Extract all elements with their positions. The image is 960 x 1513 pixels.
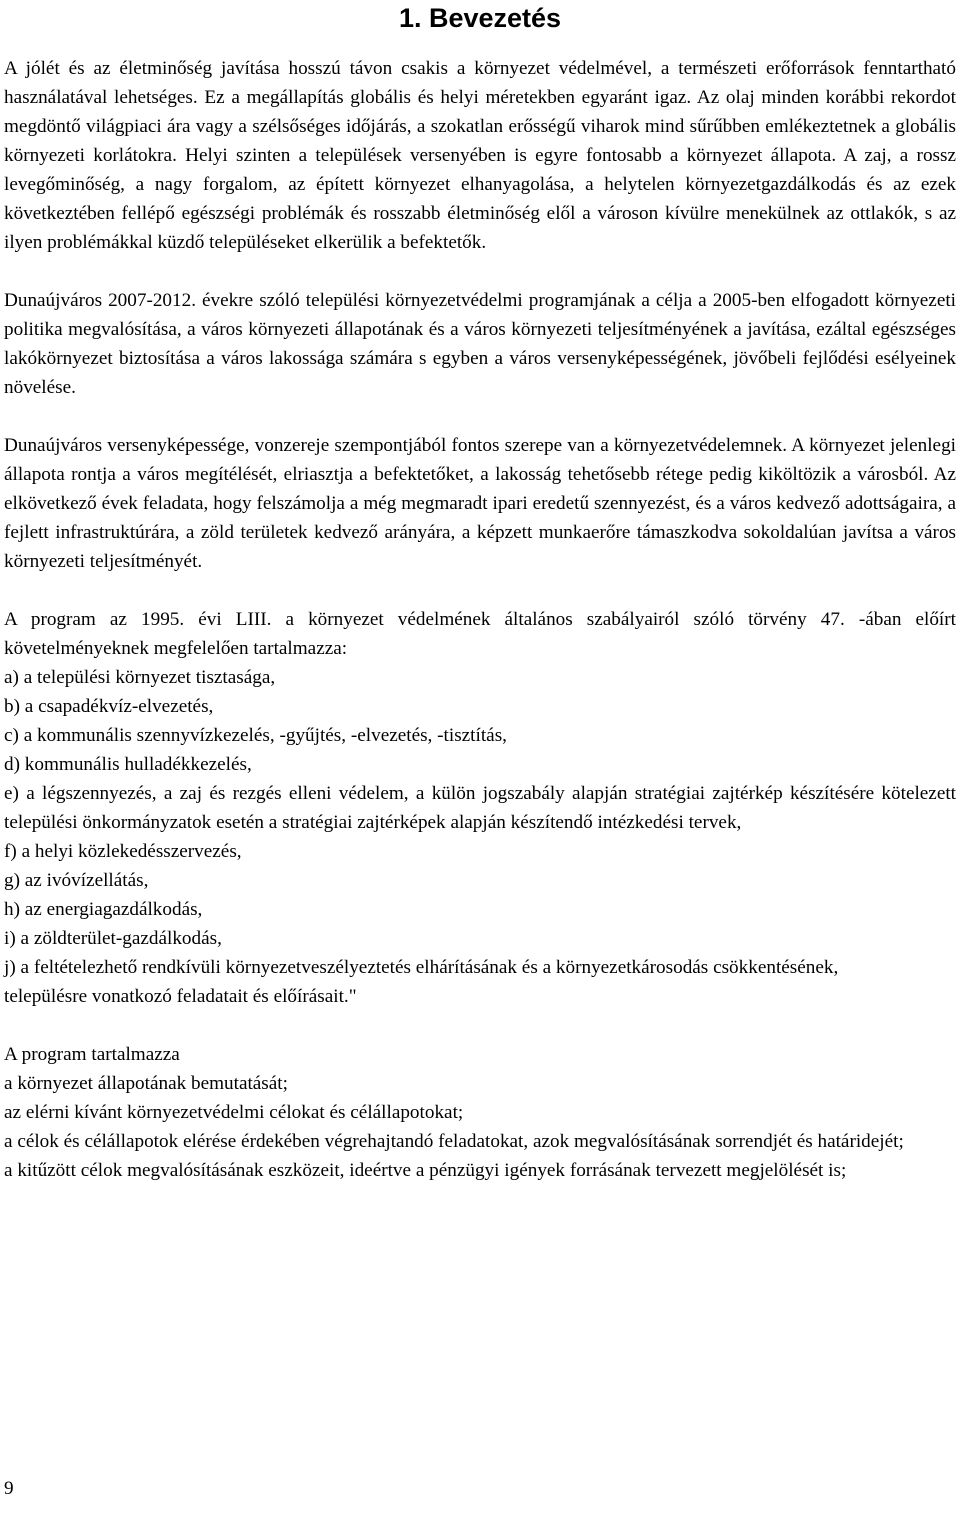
paragraph-gap <box>4 402 956 431</box>
program-contents-item: a célok és célállapotok elérése érdekében végrehajtandó feladatokat, azok megvalósításának sorrendjét és határidejét; <box>4 1131 904 1152</box>
law-list-item: h) az energiagazdálkodás, <box>4 899 203 920</box>
law-list-closing: településre vonatkozó feladatait és előírásait." <box>4 986 357 1007</box>
law-list-item: i) a zöldterület-gazdálkodás, <box>4 928 222 949</box>
law-list-item: f) a helyi közlekedésszervezés, <box>4 841 242 862</box>
competitiveness-paragraph: Dunaújváros versenyképessége, vonzereje szempontjából fontos szerepe van a környezetvédelemnek. A környezet jelenlegi állapota rontja a város megítélését, elriasztja a befektetőket, a lakosság tehetősebb rétege pedig kiköltözik a városból. Az elkövetkező évek feladata, hogy felszámolja a még megmaradt ipari eredetű szennyezést, és a város kedvező adottságaira, a fejlett infrastruktúrára, a zöld területek kedvező arányára, a képzett munkaerőre támaszkodva sokoldalúan javítsa a város környezeti teljesítményét. <box>4 435 956 572</box>
section-heading: 1. Bevezetés <box>398 3 562 33</box>
paragraph-gap <box>4 257 956 286</box>
paragraph-gap <box>4 576 956 605</box>
program-contents-intro: A program tartalmazza <box>4 1044 180 1065</box>
law-list-item: e) a légszennyezés, a zaj és rezgés elleni védelem, a külön jogszabály alapján stratégiai zajtérkép készítésére kötelezett települési önkormányzatok esetén a stratégiai zajtérképek alapján készítendő intézkedési tervek, <box>4 783 956 833</box>
law-list-item: a) a települési környezet tisztasága, <box>4 667 276 688</box>
law-reference-paragraph: A program az 1995. évi LIII. a környezet védelmének általános szabályairól szóló törvény 47. -ában előírt követelményeknek megfelelően tartalmazza: <box>4 609 956 659</box>
intro-paragraph: A jólét és az életminőség javítása hosszú távon csakis a környezet védelmével, a természeti erőforrások fenntartható használatával lehetséges. Ez a megállapítás globális és helyi méretekben egyaránt igaz. Az olaj minden korábbi rekordot megdöntő világpiaci ára vagy a szélsőséges időjárás, a szokatlan erősségű viharok mind sűrűbben emlékeztetnek a globális környezeti korlátokra. Helyi szinten a települések versenyében is egyre fontosabb a környezet állapota. A zaj, a rossz levegőminőség, a nagy forgalom, az épített környezet elhanyagolása, a helytelen környezetgazdálkodás és az ezek következtében fellépő egészségi problémák és rosszabb életminőség elől a városon kívülre menekülnek az ottlakók, s az ilyen problémákkal küzdő településeket elkerülik a befektetők. <box>4 58 956 253</box>
law-list-item: b) a csapadékvíz-elvezetés, <box>4 696 214 717</box>
page-number: 9 <box>4 1478 14 1499</box>
law-list-item: c) a kommunális szennyvízkezelés, -gyűjtés, -elvezetés, -tisztítás, <box>4 725 507 746</box>
document-page <box>4 0 956 1185</box>
program-goal-paragraph: Dunaújváros 2007-2012. évekre szóló települési környezetvédelmi programjának a célja a 2005-ben elfogadott környezeti politika megvalósítása, a város környezeti állapotának és a város környezeti teljesítményének a javítása, ezáltal egészséges lakókörnyezet biztosítása a város lakossága számára s egyben a város versenyképességének, jövőbeli fejlődési esélyeinek növelése. <box>4 290 956 398</box>
program-contents-item: a környezet állapotának bemutatását; <box>4 1073 288 1094</box>
law-list-item: d) kommunális hulladékkezelés, <box>4 754 252 775</box>
paragraph-gap <box>4 1011 956 1040</box>
spacer <box>4 44 956 54</box>
program-contents-item: a kitűzött célok megvalósításának eszközeit, ideértve a pénzügyi igények forrásának tervezett megjelölését is; <box>4 1160 847 1181</box>
program-contents-item: az elérni kívánt környezetvédelmi célokat és célállapotokat; <box>4 1102 464 1123</box>
law-list-item: g) az ivóvízellátás, <box>4 870 149 891</box>
law-list-item: j) a feltételezhető rendkívüli környezetveszélyeztetés elhárításának és a környezetkárosodás csökkentésének, <box>4 957 839 978</box>
